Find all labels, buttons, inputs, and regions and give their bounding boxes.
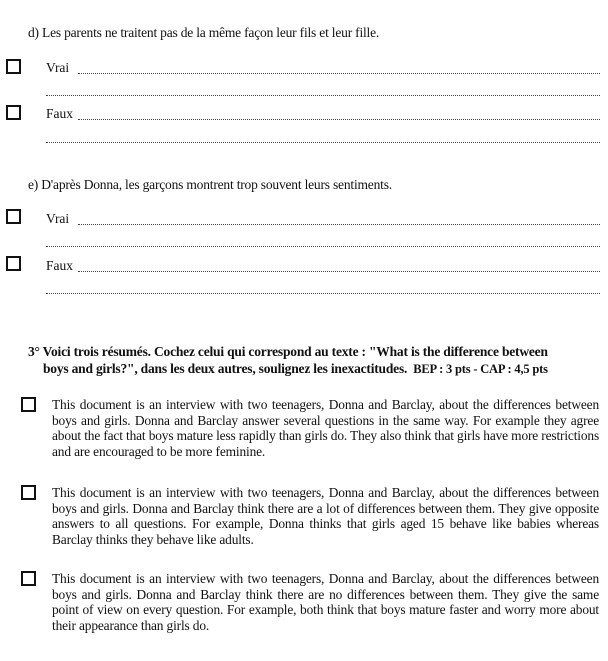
question-e-vrai-label: Vrai bbox=[46, 211, 70, 226]
question-d-vrai-checkbox[interactable] bbox=[6, 59, 21, 74]
summary-1-checkbox[interactable] bbox=[21, 397, 36, 412]
question-d-vrai-answer-line-2[interactable] bbox=[46, 95, 600, 96]
question-d-faux-answer-line-2[interactable] bbox=[46, 142, 600, 143]
question-e-vrai-answer-line-2[interactable] bbox=[46, 246, 600, 247]
summary-3-checkbox[interactable] bbox=[21, 571, 36, 586]
question-e-faux-checkbox[interactable] bbox=[6, 256, 21, 271]
section-3-title-line-1: 3° Voici trois résumés. Cochez celui qui correspond au texte : "What is the difference between bbox=[28, 344, 548, 359]
summary-2-checkbox[interactable] bbox=[21, 485, 36, 500]
question-e-vrai-answer-line[interactable] bbox=[78, 224, 600, 225]
points-label: BEP : 3 pts - CAP : 4,5 pts bbox=[413, 362, 548, 376]
section-3-title-line-2-text: boys and girls?", dans les deux autres, soulignez les inexactitudes. bbox=[43, 361, 408, 376]
question-d-vrai-answer-line[interactable] bbox=[78, 73, 600, 74]
summary-3-text: This document is an interview with two teenagers, Donna and Barclay, about the differences between boys and girls. Donna and Barclay think there are no differences between them. They give the same point of view on every question. For example, both think that boys mature faster and worry more about their appearance than girls do. bbox=[52, 571, 599, 633]
section-3-instructions bbox=[28, 343, 600, 378]
question-e-faux-label: Faux bbox=[46, 258, 73, 273]
section-3-title-line-2 bbox=[28, 360, 600, 378]
summary-2-text: This document is an interview with two teenagers, Donna and Barclay, about the differences between boys and girls. Donna and Barclay think there are a lot of differences between them. They give opposite answers to all questions. For example, Donna thinks that girls aged 15 behave like babies whereas Barclay thinks they behave like adults. bbox=[52, 485, 599, 547]
question-d-faux-checkbox[interactable] bbox=[6, 105, 21, 120]
question-e-faux-answer-line-2[interactable] bbox=[46, 293, 600, 294]
question-d-statement: d) Les parents ne traitent pas de la même façon leur fils et leur fille. bbox=[28, 25, 380, 40]
question-d-vrai-label: Vrai bbox=[46, 60, 70, 75]
question-e-vrai-checkbox[interactable] bbox=[6, 209, 21, 224]
question-d-faux-label: Faux bbox=[46, 106, 73, 121]
question-e-statement: e) D'après Donna, les garçons montrent trop souvent leurs sentiments. bbox=[28, 177, 392, 192]
question-e-faux-answer-line[interactable] bbox=[78, 271, 600, 272]
question-d-faux-answer-line[interactable] bbox=[78, 119, 600, 120]
summary-1-text: This document is an interview with two teenagers, Donna and Barclay, about the differences between boys and girls. Donna and Barclay answer several questions in the same way. For example they agree about the fact that boys mature less rapidly than girls do. They also think that girls have more restrictions and are encouraged to be more feminine. bbox=[52, 397, 599, 459]
